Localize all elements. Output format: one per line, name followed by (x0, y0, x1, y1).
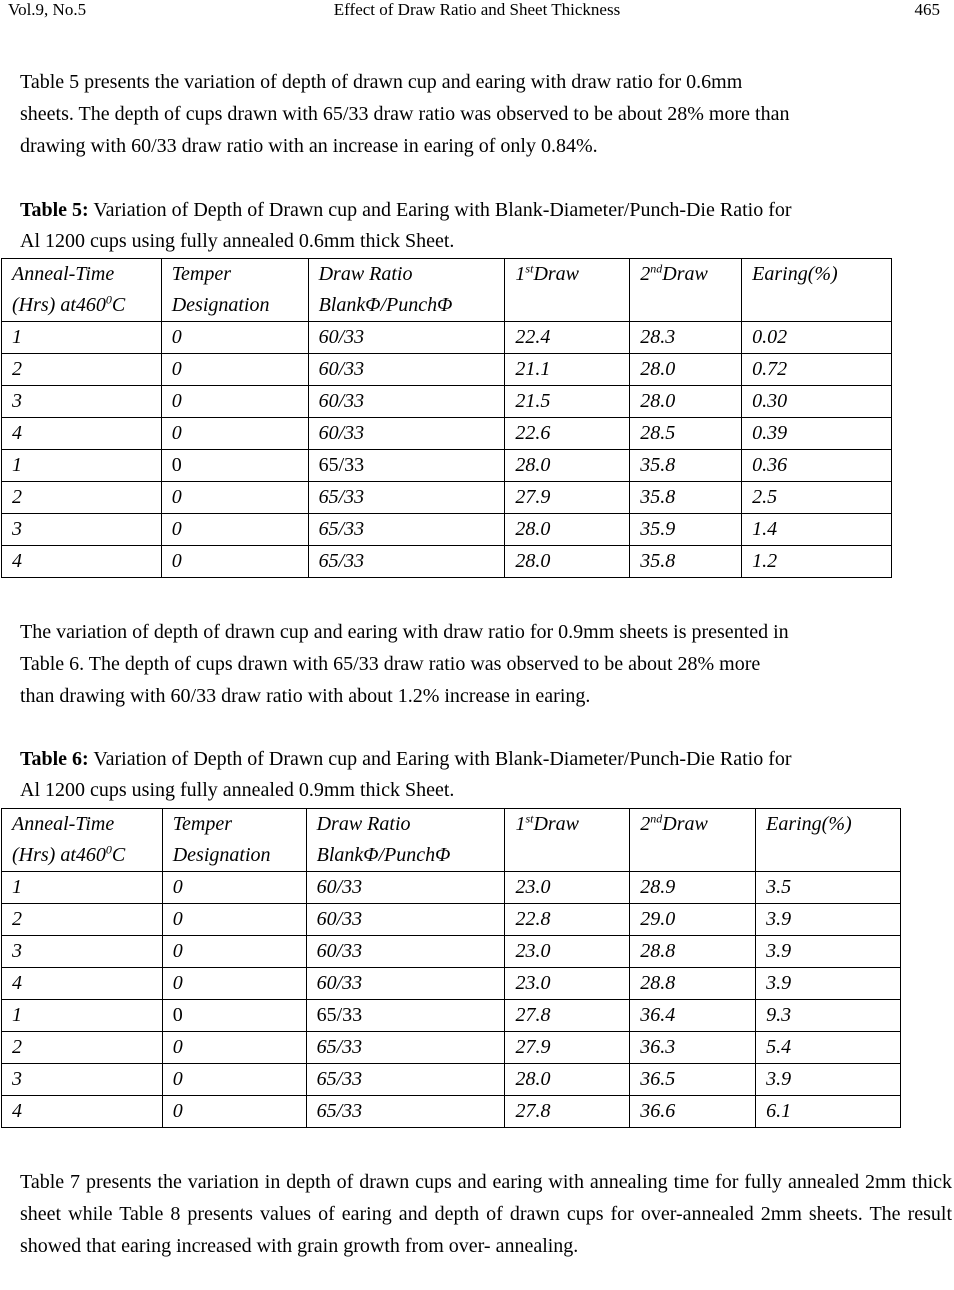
table-row (2, 322, 892, 354)
table-row (2, 386, 892, 418)
table-cell: 2 (2, 482, 162, 514)
running-title: Effect of Draw Ratio and Sheet Thickness (333, 0, 621, 19)
table-cell: 3.9 (756, 1064, 901, 1096)
table-cell: 0.72 (742, 354, 892, 386)
table-cell: 2 (2, 904, 163, 936)
header-first-draw: 1stDraw (505, 809, 630, 872)
table-cell: 0.30 (742, 386, 892, 418)
table-cell: 65/33 (306, 1000, 505, 1032)
table-cell: 0 (162, 872, 306, 904)
table-cell: 22.4 (505, 322, 630, 354)
table-cell: 0.36 (742, 450, 892, 482)
paragraph-table7-8-intro (20, 1166, 952, 1262)
table6-caption-label: Table 6: (20, 748, 89, 770)
table-cell: 2 (2, 1032, 163, 1064)
table-row (2, 968, 901, 1000)
text-line: Table 6. The depth of cups drawn with 65/33 draw ratio was observed to be about 28% more (20, 653, 761, 675)
text-line: sheets. The depth of cups drawn with 65/33 draw ratio was observed to be about 28% more than (20, 103, 790, 125)
table-cell: 35.8 (630, 450, 742, 482)
table-cell: 9.3 (756, 1000, 901, 1032)
table5-header-row (2, 259, 892, 322)
text-line: annealing. (495, 1235, 579, 1257)
table-cell: 0 (161, 450, 308, 482)
table-row (2, 872, 901, 904)
text-line: Table 7 presents the variation in depth of drawn cups and earing with annealing time for fully (20, 1171, 783, 1193)
table-cell: 28.9 (630, 872, 756, 904)
table-cell: 60/33 (306, 872, 505, 904)
text-line: drawing with 60/33 draw ratio with an increase in earing of only 0.84%. (20, 135, 598, 157)
table-cell: 35.8 (630, 546, 742, 578)
table-cell: 6.1 (756, 1096, 901, 1128)
table5-caption (20, 195, 952, 257)
table-cell: 27.8 (505, 1096, 630, 1128)
table6 (1, 808, 901, 1128)
table-row (2, 418, 892, 450)
table-cell: 4 (2, 968, 163, 1000)
table6-caption (20, 744, 952, 806)
table-cell: 65/33 (306, 1064, 505, 1096)
table-cell: 0 (162, 904, 306, 936)
table-cell: 27.8 (505, 1000, 630, 1032)
table-cell: 60/33 (308, 386, 505, 418)
table-cell: 35.8 (630, 482, 742, 514)
table-cell: 1 (2, 450, 162, 482)
table-cell: 0 (162, 1032, 306, 1064)
table-cell: 0 (161, 386, 308, 418)
table-cell: 0 (161, 546, 308, 578)
table-row (2, 450, 892, 482)
header-earing: Earing(%) (742, 259, 892, 322)
table-cell: 27.9 (505, 482, 630, 514)
table-cell: 21.1 (505, 354, 630, 386)
table5-caption-text-2: Al 1200 cups using fully annealed 0.6mm thick Sheet. (20, 230, 455, 252)
table-cell: 28.0 (505, 450, 630, 482)
table-cell: 3.9 (756, 904, 901, 936)
header-draw-ratio: Draw Ratio BlankΦ/PunchΦ (306, 809, 505, 872)
table6-header-row (2, 809, 901, 872)
table-cell: 0.39 (742, 418, 892, 450)
table-cell: 65/33 (308, 482, 505, 514)
table-cell: 3 (2, 514, 162, 546)
table-cell: 1 (2, 872, 163, 904)
table-cell: 3 (2, 1064, 163, 1096)
header-temper: Temper Designation (161, 259, 308, 322)
page-number: 465 (914, 0, 940, 19)
table-cell: 3.9 (756, 968, 901, 1000)
table-cell: 23.0 (505, 872, 630, 904)
table-cell: 60/33 (306, 968, 505, 1000)
table-cell: 60/33 (306, 936, 505, 968)
table-cell: 36.5 (630, 1064, 756, 1096)
table-cell: 3 (2, 386, 162, 418)
table-cell: 0 (162, 1096, 306, 1128)
table-cell: 28.5 (630, 418, 742, 450)
table-cell: 22.6 (505, 418, 630, 450)
table-cell: 4 (2, 546, 162, 578)
table6-caption-text: Variation of Depth of Drawn cup and Earing with Blank-Diameter/Punch-Die Ratio for (88, 748, 792, 770)
table-cell: 1 (2, 322, 162, 354)
table-cell: 28.0 (505, 514, 630, 546)
table-cell: 28.0 (630, 354, 742, 386)
running-header (0, 0, 954, 22)
table-cell: 23.0 (505, 968, 630, 1000)
volume-label: Vol.9, No.5 (8, 0, 87, 19)
table-cell: 4 (2, 418, 162, 450)
table-row (2, 546, 892, 578)
table-row (2, 482, 892, 514)
table-row (2, 514, 892, 546)
table-cell: 28.3 (630, 322, 742, 354)
table-cell: 65/33 (306, 1096, 505, 1128)
table-cell: 0 (162, 1000, 306, 1032)
table-cell: 65/33 (308, 450, 505, 482)
table-cell: 5.4 (756, 1032, 901, 1064)
table-cell: 60/33 (308, 322, 505, 354)
header-anneal-time: Anneal-Time (Hrs) $at460^0C$ (2, 809, 163, 872)
table5-caption-text: Variation of Depth of Drawn cup and Earing with Blank-Diameter/Punch-Die Ratio for (88, 199, 792, 221)
paragraph-table6-intro (20, 616, 789, 712)
table-cell: 28.0 (505, 546, 630, 578)
table-cell: 27.9 (505, 1032, 630, 1064)
paragraph-table5-intro (20, 66, 789, 162)
table-cell: 0 (161, 418, 308, 450)
table-row (2, 1096, 901, 1128)
table-cell: 3.5 (756, 872, 901, 904)
text-line: annealed 2mm thick sheet while Table 8 presents values of earing and depth of drawn cups for (20, 1171, 953, 1225)
table-cell: 2 (2, 354, 162, 386)
table5-caption-label: Table 5: (20, 199, 89, 221)
table-cell: 60/33 (306, 904, 505, 936)
table-row (2, 1032, 901, 1064)
text-line: The variation of depth of drawn cup and earing with draw ratio for 0.9mm sheets is presented in (20, 621, 789, 643)
table-cell: 0 (162, 1064, 306, 1096)
table-cell: 28.8 (630, 968, 756, 1000)
table-cell: 65/33 (308, 546, 505, 578)
table-cell: 2.5 (742, 482, 892, 514)
table-cell: 36.6 (630, 1096, 756, 1128)
text-line: than drawing with 60/33 draw ratio with about 1.2% increase in earing. (20, 685, 591, 707)
table5 (1, 258, 892, 578)
table-cell: 29.0 (630, 904, 756, 936)
text-line: over-annealed 2mm sheets. The result showed that earing increased with grain growth from over- (20, 1203, 952, 1257)
table-cell: 65/33 (306, 1032, 505, 1064)
header-second-draw: 2ndDraw (630, 809, 756, 872)
table-cell: 3 (2, 936, 163, 968)
header-anneal-time: Anneal-Time (Hrs) $at460^0C$ (2, 259, 162, 322)
table-cell: 4 (2, 1096, 163, 1128)
table-cell: 0.02 (742, 322, 892, 354)
header-second-draw: 2ndDraw (630, 259, 742, 322)
table-row (2, 904, 901, 936)
table-cell: 28.8 (630, 936, 756, 968)
header-first-draw: 1stDraw (505, 259, 630, 322)
table-cell: 28.0 (630, 386, 742, 418)
table-cell: 0 (161, 482, 308, 514)
table-cell: 0 (162, 968, 306, 1000)
header-earing: Earing(%) (756, 809, 901, 872)
table-cell: 22.8 (505, 904, 630, 936)
table-cell: 60/33 (308, 418, 505, 450)
table-cell: 21.5 (505, 386, 630, 418)
table-cell: 1 (2, 1000, 163, 1032)
table-cell: 1.2 (742, 546, 892, 578)
table-row (2, 1000, 901, 1032)
table-cell: 35.9 (630, 514, 742, 546)
table-cell: 28.0 (505, 1064, 630, 1096)
table-cell: 36.3 (630, 1032, 756, 1064)
table-row (2, 936, 901, 968)
table-row (2, 1064, 901, 1096)
table-cell: 36.4 (630, 1000, 756, 1032)
table-cell: 60/33 (308, 354, 505, 386)
text-line: Table 5 presents the variation of depth of drawn cup and earing with draw ratio for 0.6mm (20, 71, 743, 93)
table6-caption-text-2: Al 1200 cups using fully annealed 0.9mm thick Sheet. (20, 779, 455, 801)
table-cell: 1.4 (742, 514, 892, 546)
table-row (2, 354, 892, 386)
header-draw-ratio: Draw Ratio BlankΦ/PunchΦ (308, 259, 505, 322)
header-temper: Temper Designation (162, 809, 306, 872)
table-cell: 23.0 (505, 936, 630, 968)
table-cell: 0 (162, 936, 306, 968)
table-cell: 0 (161, 514, 308, 546)
table-cell: 3.9 (756, 936, 901, 968)
table-cell: 0 (161, 322, 308, 354)
table-cell: 65/33 (308, 514, 505, 546)
table-cell: 0 (161, 354, 308, 386)
